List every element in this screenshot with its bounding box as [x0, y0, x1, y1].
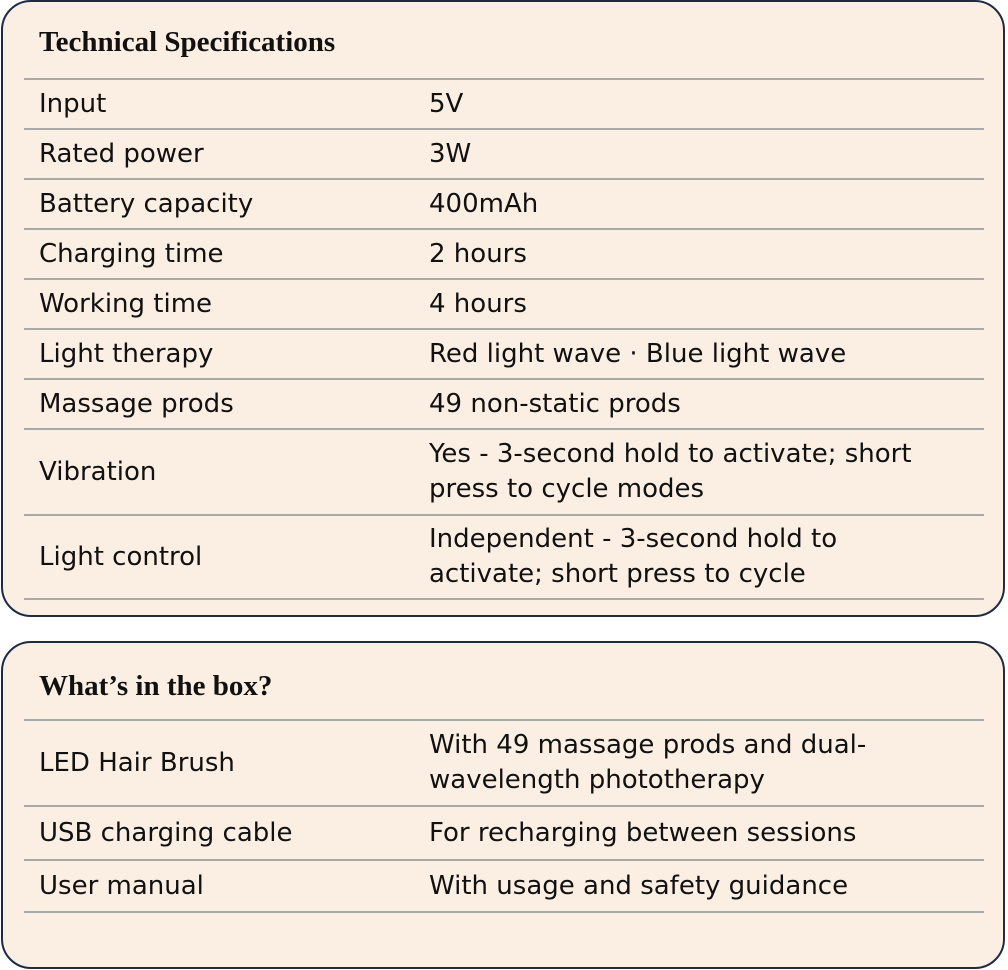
spec-value-line: 49 non-static prods	[429, 388, 681, 419]
spec-value-line: 5V	[429, 88, 464, 119]
box-item-label: User manual	[39, 870, 204, 901]
table-row	[24, 328, 984, 378]
spec-value	[429, 387, 984, 422]
table-row	[24, 178, 984, 228]
box-value-line: With usage and safety guidance	[429, 870, 849, 901]
box-item-label: LED Hair Brush	[39, 747, 235, 778]
spec-label: Massage prods	[39, 388, 234, 419]
specifications-table	[24, 78, 984, 600]
spec-label: Working time	[39, 288, 213, 319]
spec-label: Rated power	[39, 138, 204, 169]
table-row	[24, 428, 984, 514]
box-value-line: wavelength phototherapy	[429, 765, 765, 795]
spec-value	[429, 437, 984, 507]
spec-value	[429, 287, 984, 322]
spec-value	[429, 137, 984, 172]
box-item-label: USB charging cable	[39, 817, 293, 848]
box-item-value	[429, 816, 984, 851]
table-row	[24, 78, 984, 128]
specifications-card	[1, 0, 1005, 617]
spec-value-line: 400mAh	[429, 188, 539, 219]
box-value-line: For recharging between sessions	[429, 817, 857, 848]
spec-value-line: press to cycle modes	[429, 474, 705, 504]
spec-label: Light control	[39, 541, 203, 572]
spec-value	[429, 187, 984, 222]
table-row	[24, 719, 984, 805]
box-contents-title: What’s in the box?	[39, 670, 273, 702]
spec-value-line: 4 hours	[429, 288, 527, 319]
spec-value-line: Red light wave · Blue light wave	[429, 338, 847, 369]
spec-value	[429, 522, 984, 592]
table-row	[24, 805, 984, 859]
spec-value	[429, 87, 984, 122]
table-row	[24, 278, 984, 328]
spec-value	[429, 237, 984, 272]
table-row	[24, 514, 984, 600]
box-value-line: With 49 massage prods and dual-	[429, 730, 867, 760]
spec-value-line: activate; short press to cycle	[429, 559, 806, 589]
spec-label: Vibration	[39, 456, 157, 487]
spec-value	[429, 337, 984, 372]
spec-label: Input	[39, 88, 107, 119]
spec-value-line: 2 hours	[429, 238, 527, 269]
spec-label: Charging time	[39, 238, 224, 269]
specifications-title: Technical Specifications	[39, 26, 336, 58]
box-contents-table	[24, 719, 984, 913]
table-row	[24, 128, 984, 178]
box-item-value	[429, 728, 984, 798]
table-row	[24, 378, 984, 428]
spec-label: Battery capacity	[39, 188, 254, 219]
table-row	[24, 228, 984, 278]
box-contents-card	[1, 641, 1005, 969]
table-row	[24, 859, 984, 913]
spec-value-line: Yes - 3-second hold to activate; short	[429, 439, 912, 469]
box-item-value	[429, 869, 984, 904]
spec-value-line: Independent - 3-second hold to	[429, 524, 838, 554]
spec-label: Light therapy	[39, 338, 214, 369]
spec-value-line: 3W	[429, 138, 472, 169]
